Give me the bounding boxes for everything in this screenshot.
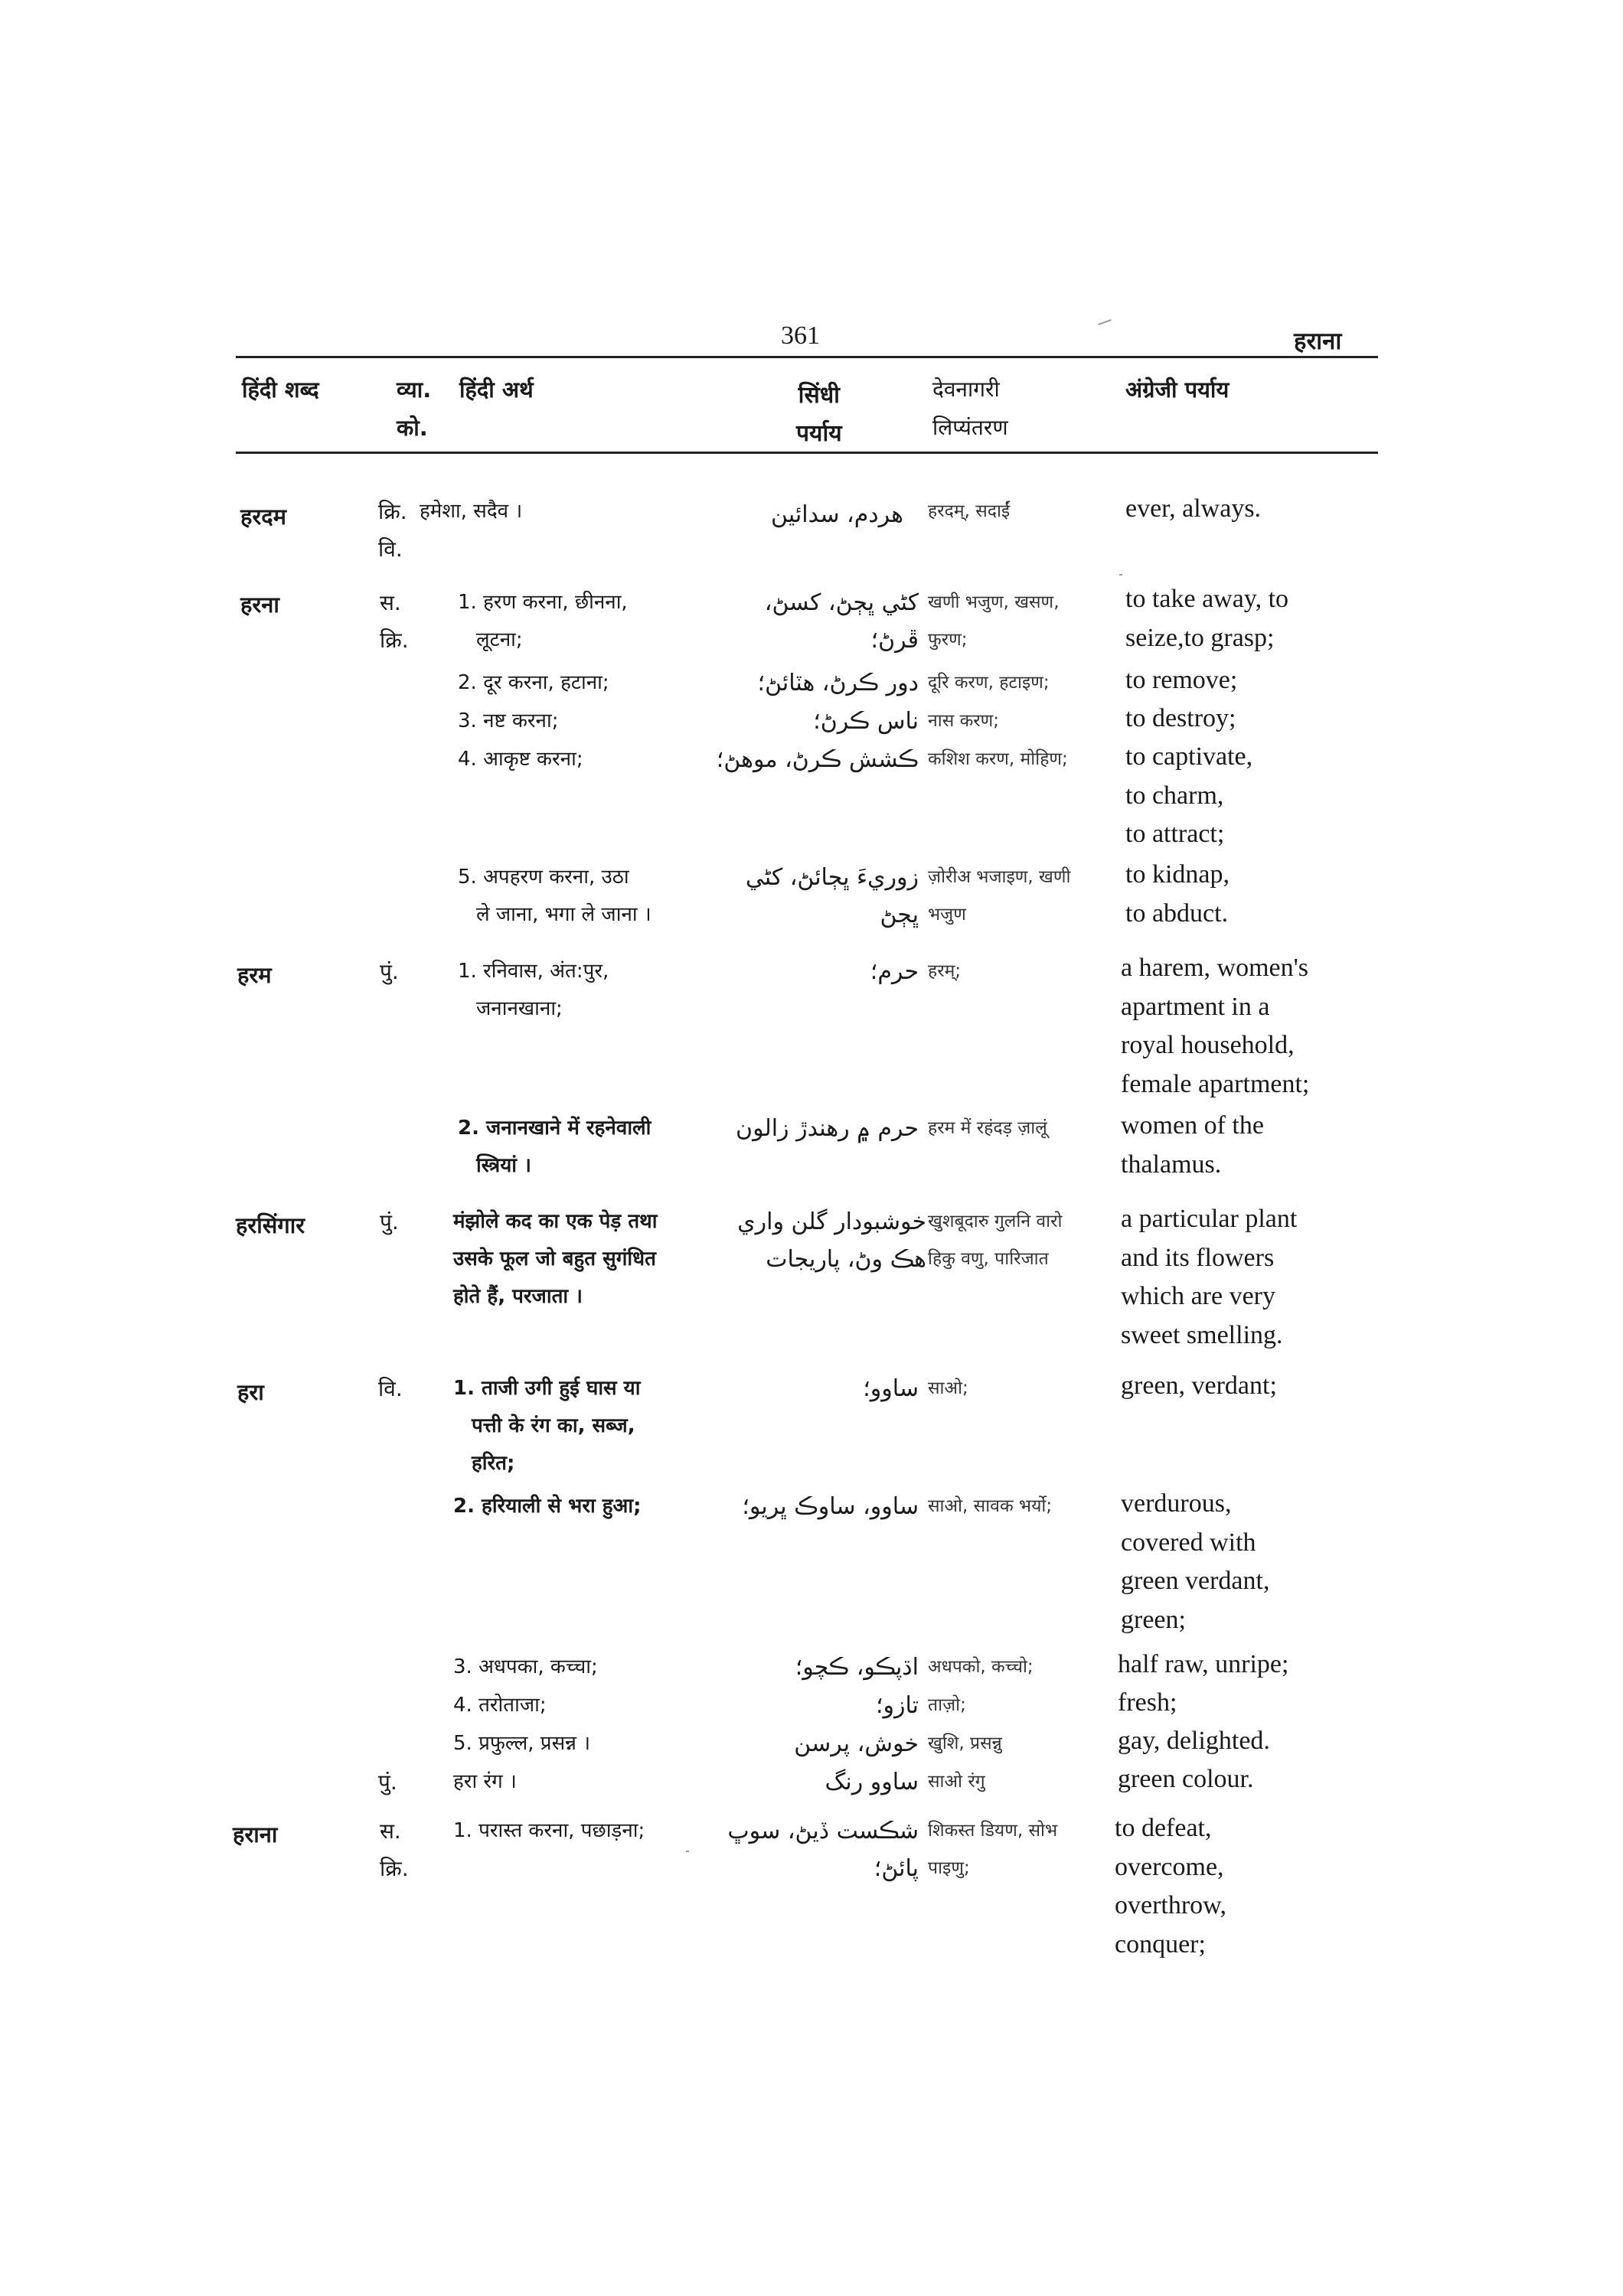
sindhi-synonym: هردم، سدائين (771, 501, 903, 528)
grammar-label: पुं. (380, 959, 399, 984)
hindi-meaning: 5. प्रफुल्ल, प्रसन्न । (453, 1732, 591, 1755)
hindi-meaning: 1. परास्त करना, पछाड़ना; (453, 1819, 645, 1842)
col-header-grammar: व्या. को. (397, 377, 432, 441)
hindi-meaning: 5. अपहरण करना, उठा ले जाना, भगा ले जाना । (458, 866, 651, 926)
scan-mark (686, 1851, 689, 1852)
headword: हरसिंगार (236, 1212, 305, 1238)
sindhi-synonym: حرم؛ (870, 958, 919, 985)
grammar-label: स. क्रि. (380, 590, 409, 653)
hindi-meaning: 2. दूर करना, हटाना; (458, 671, 609, 694)
sindhi-synonym: خوش، پرسن (794, 1730, 919, 1757)
devanagari-transliteration: ज़ोरीअ भजाइण, खणी भजुण (928, 867, 1071, 925)
english-equivalent: fresh; (1118, 1688, 1177, 1717)
english-equivalent: to take away, to seize,to grasp; (1125, 585, 1289, 652)
sindhi-synonym: اڌپڪو، ڪچو؛ (795, 1654, 919, 1681)
sindhi-synonym: کڻي ڀڄڻ، کسڻ، ڦرڻ؛ (764, 589, 919, 654)
english-equivalent: to captivate, to charm, to attract; (1125, 742, 1253, 848)
english-equivalent: a harem, women's apartment in a royal household, female apartment; (1121, 954, 1310, 1098)
english-equivalent: to destroy; (1125, 704, 1236, 732)
devanagari-transliteration: खुशि, प्रसन्नु (928, 1733, 1002, 1753)
devanagari-transliteration: शिकस्त डियण, सोभ पाइणु; (928, 1821, 1058, 1878)
devanagari-transliteration: खुशबूदारु गुलनि वारो हिकु वणु, पारिजात (928, 1212, 1063, 1269)
scan-mark (1098, 319, 1112, 325)
sindhi-synonym: تازو؛ (875, 1692, 919, 1719)
grammar-label: वि. (378, 1376, 403, 1401)
sindhi-synonym: شڪست ڏيڻ، سوڀ پائڻ؛ (727, 1818, 919, 1882)
devanagari-transliteration: दूरि करण, हटाइण; (928, 673, 1050, 693)
page-number: 361 (781, 321, 820, 350)
devanagari-transliteration: हरम्; (928, 961, 962, 981)
headword: हराना (233, 1821, 278, 1848)
devanagari-transliteration: कशिश करण, मोहिण; (928, 749, 1068, 769)
devanagari-transliteration: हरदम्, सदाईं (928, 501, 1011, 521)
english-equivalent: green, verdant; (1121, 1371, 1277, 1400)
devanagari-transliteration: खणी भजुण, खसण, फुरण; (928, 592, 1060, 650)
headword: हरदम (240, 504, 287, 530)
hindi-meaning: 3. नष्ट करना; (458, 709, 559, 732)
english-equivalent: green colour. (1118, 1765, 1254, 1793)
hindi-meaning: 1. रनिवास, अंत:पुर, जनानखाना; (458, 960, 609, 1020)
sindhi-synonym: ساوو، ساوڪ ڀريو؛ (742, 1493, 919, 1520)
sindhi-synonym: ساوو؛ (863, 1375, 919, 1402)
english-equivalent: to remove; (1125, 666, 1238, 694)
sindhi-synonym: ناس ڪرڻ؛ (813, 708, 919, 735)
hindi-meaning: 4. आकृष्ट करना; (458, 748, 583, 771)
grammar-label: पुं. (378, 1769, 397, 1795)
sindhi-synonym: زوريءَ ڀڄائڻ، کڻي ڀڄڻ (745, 864, 919, 928)
col-header-word: हिंदी शब्द (242, 377, 319, 403)
hindi-meaning: 2. जनानखाने में रहनेवाली स्त्रियां । (458, 1117, 651, 1177)
headword: हरना (240, 592, 279, 618)
english-equivalent: gay, delighted. (1118, 1727, 1270, 1755)
grammar-label: क्रि. वि. (378, 499, 407, 562)
hindi-meaning: 4. तरोताजा; (453, 1694, 547, 1717)
devanagari-transliteration: हरम में रहंदड़ ज़ालूं (928, 1118, 1047, 1138)
devanagari-transliteration: साओ रंगु (928, 1772, 985, 1792)
grammar-label: पुं. (380, 1209, 399, 1234)
hindi-meaning: 1. हरण करना, छीनना, लूटना; (458, 591, 628, 651)
sindhi-synonym: دور ڪرڻ، هٽائڻ؛ (757, 670, 919, 696)
hindi-meaning: 3. अधपका, कच्चा; (453, 1655, 598, 1678)
hindi-meaning: हमेशा, सदैव । (420, 500, 523, 523)
devanagari-transliteration: ताज़ो; (928, 1695, 966, 1715)
sindhi-synonym: حرم ۾ رهندڙ زالون (736, 1115, 919, 1142)
english-equivalent: verdurous, covered with green verdant, green; (1121, 1489, 1270, 1634)
devanagari-transliteration: साओ, सावक भर्यो; (928, 1496, 1053, 1516)
hindi-meaning: 1. ताजी उगी हुई घास या पत्ती के रंग का, सब्ज, हरित; (453, 1377, 641, 1475)
devanagari-transliteration: साओ; (928, 1378, 968, 1398)
running-head: हराना (1294, 328, 1342, 355)
english-equivalent: ever, always. (1125, 494, 1262, 523)
header-rule (236, 452, 1378, 454)
devanagari-transliteration: अधपको, कच्चो; (928, 1657, 1034, 1677)
hindi-meaning: हरा रंग । (453, 1770, 517, 1793)
headword: हरम (237, 962, 272, 988)
col-header-english: अंग्रेजी पर्याय (1125, 377, 1229, 403)
col-header-sindhi: सिंधी पर्याय (796, 382, 842, 447)
sindhi-synonym: ڪشش ڪرڻ، موهڻ؛ (716, 746, 919, 773)
sindhi-synonym: ساوو رنگ (825, 1769, 919, 1795)
english-equivalent: to defeat, overcome, overthrow, conquer; (1115, 1814, 1227, 1958)
english-equivalent: to kidnap, to abduct. (1125, 860, 1229, 928)
top-rule (236, 356, 1378, 358)
devanagari-transliteration: नास करण; (928, 711, 1000, 731)
col-header-devanagari: देवनागरी लिप्यंतरण (932, 377, 1008, 440)
english-equivalent: a particular plant and its flowers which are very sweet smelling. (1121, 1205, 1298, 1349)
scan-mark (1119, 574, 1122, 576)
english-equivalent: half raw, unripe; (1118, 1650, 1289, 1678)
col-header-hindi: हिंदी अर्थ (459, 377, 534, 403)
hindi-meaning: मंझोले कद का एक पेड़ तथा उसके फूल जो बहुत सुगंधित होते हैं, परजाता । (453, 1210, 658, 1308)
hindi-meaning: 2. हरियाली से भरा हुआ; (453, 1495, 642, 1518)
headword: हरा (237, 1379, 264, 1405)
sindhi-synonym: خوشبودار گلن واري هڪ وڻ، پاريجات (737, 1208, 926, 1273)
english-equivalent: women of the thalamus. (1121, 1111, 1264, 1179)
grammar-label: स. क्रि. (380, 1818, 409, 1881)
